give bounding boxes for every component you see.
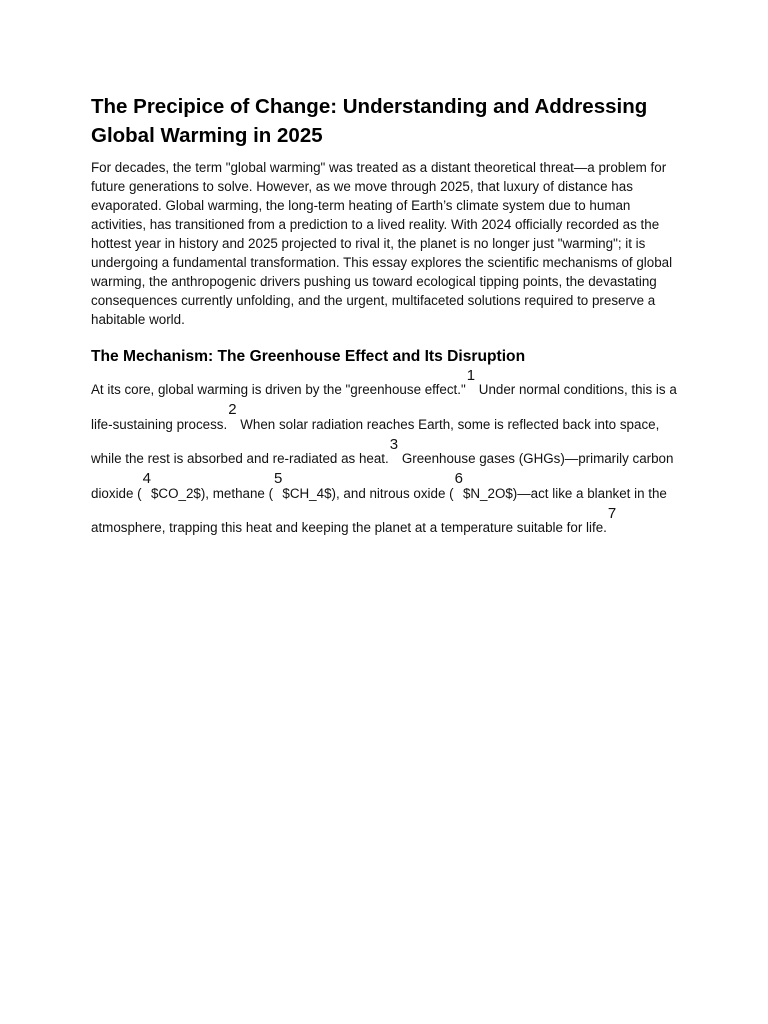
text-segment: Under normal conditions, this is a life-sustaining process. [91, 382, 677, 432]
text-segment: $CH_4$), and nitrous oxide ( [282, 485, 454, 501]
footnote-marker[interactable]: 7 [607, 504, 617, 522]
document-page [91, 92, 683, 546]
footnote-marker[interactable]: 2 [228, 401, 237, 419]
footnote-marker[interactable]: 4 [142, 470, 151, 488]
footnote-marker[interactable]: 3 [389, 435, 399, 453]
footnote-marker[interactable]: 1 [466, 366, 476, 384]
text-segment: Greenhouse gases (GHGs)—primarily carbon dioxide ( [91, 451, 674, 501]
text-segment: $N_2O$)—act like a blanket in the atmosphere, trapping this heat and keeping the planet at a temperature suitable for life. [91, 485, 667, 535]
intro-paragraph: For decades, the term "global warming" was treated as a distant theoretical threat—a problem for future generations to solve. However, as we move through 2025, that luxury of distance has evaporated. Global warming, the long-term heating of Earth’s climate system due to human activities, has transitioned from a prediction to a lived reality. With 2024 officially recorded as the hottest year in history and 2025 projected to rival it, the planet is no longer just "warming"; it is undergoing a fundamental transformation. This essay explores the scientific mechanisms of global warming, the anthropogenic drivers pushing us toward ecological tipping points, the devastating consequences currently unfolding, and the urgent, multifaceted solutions required to preserve a habitable world. [91, 160, 673, 327]
document-title: The Precipice of Change: Understanding and Addressing Global Warming in 2025 [91, 95, 648, 147]
footnote-marker[interactable]: 6 [454, 470, 463, 488]
footnote-marker[interactable]: 5 [274, 470, 283, 488]
section-heading: The Mechanism: The Greenhouse Effect and Its Disruption [91, 348, 526, 365]
text-segment: At its core, global warming is driven by the "greenhouse effect." [91, 382, 466, 397]
text-segment: $CO_2$), methane ( [150, 485, 274, 501]
text-segment: When solar radiation reaches Earth, some is reflected back into space, while the rest is absorbed and re-radiated as heat. [91, 416, 660, 466]
section-paragraph [91, 366, 683, 546]
